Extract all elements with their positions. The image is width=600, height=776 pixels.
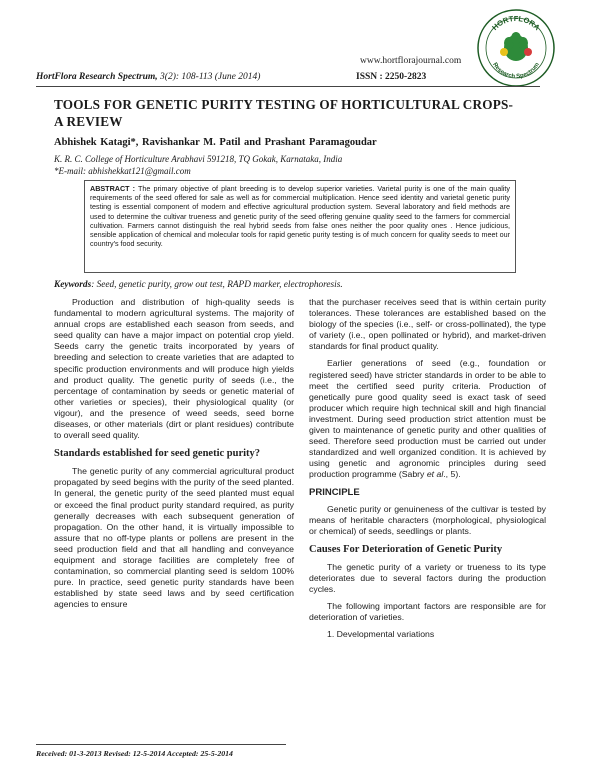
list-item: 1. Developmental variations	[327, 629, 435, 640]
received-dates: Received: 01-3-2013 Revised: 12-5-2014 Accepted: 25-5-2014	[36, 749, 233, 758]
right-column	[309, 297, 546, 646]
section-heading-principle: PRINCIPLE	[309, 486, 360, 498]
issn: ISSN : 2250-2823	[356, 72, 427, 82]
journal-name: HortFlora Research Spectrum,	[36, 72, 158, 82]
intro-paragraph: Production and distribution of high-quality seeds is fundamental to modern agricultural systems. The majority of annual crops are established each season from seeds, and seed quality can have a major impact on potential crop yield. Seeds carry the genetic traits incorporated by years of breeding and selection to create varieties that are adapted to specific production environments and will produce high yields and product quality. The genetic purity of seeds (i.e., the percentage of contamination by seeds or genetic material of other varieties or species), their physiological quality (or vigour), and the presence of weed seeds, seed borne diseases, or other materials (dirt or plant residues) contribute to overall seed quality.	[54, 297, 294, 441]
section-heading-standards: Standards established for seed genetic purity?	[54, 448, 261, 460]
footer-divider	[36, 744, 286, 745]
earlier-generations-text: Earlier generations of seed (e.g., foundation or registered seed) have stricter standards in order to be able to meet the certified seed purity criteria. Production of genetically pure good quality seed is exact task of seed producer which require high technical skill and high financial investment. During seed production strict attention must be given to maintenance of genetic purity and other qualities of seed. Therefore seed production must be carried out under standardized and well organized condition. It is achieved by using genetic and agronomic principles during seed production programme (Sabry	[309, 358, 546, 480]
volume-info: 3(2): 108-113 (June 2014)	[157, 72, 261, 82]
header-divider	[36, 86, 540, 87]
abstract-label: ABSTRACT :	[90, 184, 136, 193]
keywords	[54, 280, 343, 290]
factors-paragraph: The following important factors are responsible are for deterioration of varieties.	[309, 601, 546, 623]
logo-text-top: HORTFLORA	[490, 14, 542, 33]
citation-end: ., 5).	[443, 469, 461, 480]
abstract-text	[90, 184, 510, 248]
keywords-label: Keywords	[54, 280, 92, 290]
left-column	[54, 297, 294, 616]
causes-paragraph: The genetic purity of a variety or trueness to its type deteriorates due to several factors during the production cycles.	[309, 561, 546, 594]
paper-authors: Abhishek Katagi*, Ravishankar M. Patil and Prashant Paramagoudar	[54, 137, 377, 148]
standards-paragraph: The genetic purity of any commercial agricultural product propagated by seed begins with the purity of the seed planted. In general, the genetic purity of the seed planted must equal or exceed the final product purity standard required, as purity generally decreases with each subsequent generation of propagation. On the other hand, it is virtually impossible to assure that no off-type plants or pollens are present in the seed production field and that all handling and conveyance equipment and storage facilities are completely free of contamination, so commercial planting seed is seldom 100% pure. In practice, seed genetic purity standards have been established by state seed laws and by seed certification agencies to ensure	[54, 466, 294, 610]
abstract-body: The primary objective of plant breeding is to develop superior varieties. Varietal purity is one of the main quality requirements of the seed offered for sale as well as for commercial multiplication. Hence seed identity and varietal genetic purity testing is essential component of modern and effective agricultural production system. Several laboratory and field methods are used to determine the cultivar trueness and genetic purity of the seed offering genuine quality seed to the farmers for commercial cultivation. Farmers cannot distinguish the real hybrid seeds from false ones neither the poor quality ones . Hence judicious, sensible application of chemical and molecular tools for rapid genetic purity testing is of much concern for quality seeds to meet our country's food security.	[90, 184, 511, 249]
tolerance-paragraph: that the purchaser receives seed that is within certain purity tolerances. These tolerances are established based on the biology of the species (i.e., self- or cross-pollinated), the type of variety (i.e., open pollinated or hybrid), and market-driven standards for final product quality.	[309, 297, 546, 352]
et-al: et al	[426, 469, 444, 480]
earlier-generations-paragraph	[309, 358, 546, 480]
keywords-list: : Seed, genetic purity, grow out test, RAPD marker, electrophoresis.	[91, 280, 343, 290]
author-affiliation: K. R. C. College of Horticulture Arabhavi 591218, TQ Gokak, Karnataka, India	[54, 154, 343, 164]
corresponding-email[interactable]: *E-mail: abhishekkat121@gmail.com	[54, 166, 191, 176]
journal-url[interactable]: www.hortflorajournal.com	[360, 56, 462, 66]
logo-text-bottom: Research Spectrum	[491, 61, 541, 81]
paper-title: TOOLS FOR GENETIC PURITY TESTING OF HORTICULTURAL CROPS- A REVIEW	[54, 97, 514, 129]
principle-paragraph: Genetic purity or genuineness of the cultivar is tested by means of heritable characters (morphological, physiological or chemical) of seeds, seedlings or plants.	[309, 503, 546, 536]
journal-citation	[36, 72, 260, 82]
abstract-box	[84, 180, 516, 273]
journal-logo	[476, 8, 556, 88]
section-heading-causes: Causes For Deterioration of Genetic Purity	[309, 543, 503, 555]
